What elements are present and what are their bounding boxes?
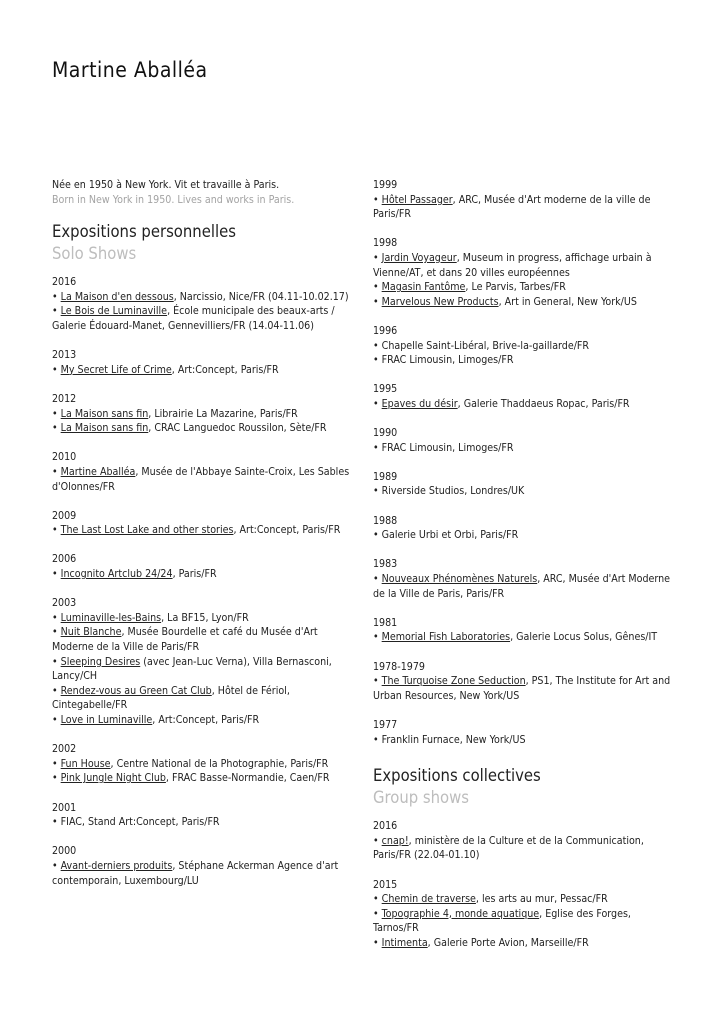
year-label: 1998 [373, 237, 398, 250]
exhibition-title-link[interactable]: Nuit Blanche [60, 626, 122, 639]
year-block [373, 324, 671, 368]
exhibition-entry: • Chapelle Saint-Libéral, Brive-la-gaillarde/FR [373, 339, 590, 352]
exhibition-entry: • Rendez-vous au Green Cat Club, Hôtel de Fériol, Cintegabelle/FR [52, 684, 290, 712]
year-block [373, 382, 671, 411]
year-label: 1988 [373, 514, 398, 527]
exhibition-venue: , La BF15, Lyon/FR [161, 611, 249, 624]
exhibition-venue: FIAC, Stand Art:Concept, Paris/FR [60, 816, 220, 829]
year-block [52, 552, 350, 581]
year-label: 2003 [52, 597, 77, 610]
exhibition-venue: , École municipale des beaux-arts / Galerie Édouard-Manet, Gennevilliers/FR (14.04-11.06) [52, 305, 335, 332]
exhibition-venue: , FRAC Basse-Normandie, Caen/FR [165, 772, 330, 785]
exhibition-entry: • Magasin Fantôme, Le Parvis, Tarbes/FR [373, 281, 566, 294]
exhibition-venue: , ministère de la Culture et de la Communication, Paris/FR (22.04-01.10) [373, 834, 644, 862]
exhibition-entry: • Love in Luminaville, Art:Concept, Paris/FR [52, 714, 260, 726]
year-block [373, 514, 671, 543]
exhibition-entry: • Epaves du désir, Galerie Thaddaeus Ropac, Paris/FR [373, 397, 630, 410]
exhibition-entry: • La Maison sans fin, Librairie La Mazarine, Paris/FR [52, 407, 298, 420]
year-block [52, 275, 350, 333]
exhibition-title-link[interactable]: Rendez-vous au Green Cat Club [60, 684, 212, 697]
year-label: 2015 [373, 878, 398, 891]
exhibition-venue: , Stéphane Ackerman Agence d'art contemporain, Luxembourg/LU [52, 859, 339, 887]
year-block [373, 616, 671, 645]
year-label: 1981 [373, 616, 398, 629]
exhibition-title-link[interactable]: Intimenta [381, 936, 428, 949]
year-label: 2016 [52, 276, 77, 289]
solo-title: Expositions personnelles [52, 222, 236, 242]
exhibition-venue: Chapelle Saint-Libéral, Brive-la-gaillarde/FR [381, 339, 590, 352]
exhibition-title-link[interactable]: My Secret Life of Crime [60, 363, 172, 376]
exhibition-title-link[interactable]: The Last Lost Lake and other stories [60, 524, 234, 537]
exhibition-title-link[interactable]: Chemin de traverse [381, 893, 476, 906]
exhibition-venue: , Musée Bourdelle et café du Musée d'Art Moderne de la Ville de Paris/FR [52, 626, 318, 654]
bio-fr: Née en 1950 à New York. Vit et travaille à Paris. [52, 179, 280, 191]
exhibition-entry: • FRAC Limousin, Limoges/FR [373, 354, 514, 367]
exhibition-entry: • Nuit Blanche, Musée Bourdelle et café du Musée d'Art Moderne de la Ville de Paris/FR [52, 626, 318, 654]
bio [52, 178, 350, 207]
exhibition-venue: , Le Parvis, Tarbes/FR [465, 281, 566, 294]
exhibition-venue: , Musée de l'Abbaye Sainte-Croix, Les Sables d'Olonnes/FR [52, 465, 350, 493]
year-block [373, 470, 671, 499]
left-column [52, 178, 350, 903]
exhibition-title-link[interactable]: Sleeping Desires [60, 655, 141, 668]
exhibition-entry: • FIAC, Stand Art:Concept, Paris/FR [52, 816, 220, 829]
group-list [373, 819, 671, 950]
exhibition-entry: • Memorial Fish Laboratories, Galerie Locus Solus, Gênes/IT [373, 631, 658, 644]
exhibition-venue: Franklin Furnace, New York/US [381, 733, 526, 746]
exhibition-venue: , Art:Concept, Paris/FR [233, 524, 341, 537]
exhibition-entry: • The Turquoise Zone Seduction, PS1, The Institute for Art and Urban Resources, New York/US [373, 675, 671, 702]
exhibition-venue: , PS1, The Institute for Art and Urban Resources, New York/US [373, 675, 671, 702]
exhibition-venue: , Art:Concept, Paris/FR [171, 363, 279, 376]
artist-name: Martine Aballéa [52, 58, 208, 82]
exhibition-entry: • Intimenta, Galerie Porte Avion, Marseille/FR [373, 936, 589, 949]
exhibition-entry: • Jardin Voyageur, Museum in progress, affichage urbain à Vienne/AT, et dans 20 villes européennes [373, 251, 652, 279]
group-title: Expositions collectives [373, 766, 541, 786]
exhibition-venue: , les arts au mur, Pessac/FR [475, 893, 608, 906]
exhibition-title-link[interactable]: La Maison sans fin [60, 407, 149, 420]
year-block [52, 392, 350, 436]
exhibition-entry: • Franklin Furnace, New York/US [373, 733, 526, 746]
exhibition-title-link[interactable]: Hôtel Passager [381, 193, 453, 206]
exhibition-title-link[interactable]: Jardin Voyageur [381, 251, 457, 264]
exhibition-venue: , Paris/FR [172, 568, 217, 581]
year-block [373, 878, 671, 951]
year-label: 1990 [373, 427, 398, 440]
bio-en: Born in New York in 1950. Lives and works in Paris. [52, 193, 295, 206]
year-block [373, 236, 671, 309]
year-block [373, 557, 671, 601]
exhibition-entry: • Luminaville-les-Bains, La BF15, Lyon/FR [52, 611, 249, 624]
exhibition-entry: • La Maison d'en dessous, Narcissio, Nice/FR (04.11-10.02.17) [52, 290, 349, 303]
exhibition-entry: • Chemin de traverse, les arts au mur, Pessac/FR [373, 893, 608, 906]
year-block [52, 450, 350, 494]
exhibition-title-link[interactable]: Topographie 4, monde aquatique [381, 907, 540, 920]
year-label: 1977 [373, 718, 398, 731]
solo-subtitle: Solo Shows [52, 244, 137, 264]
solo-list-right [373, 178, 671, 747]
year-label: 2006 [52, 553, 77, 566]
year-label: 2010 [52, 451, 77, 464]
right-column [373, 178, 671, 965]
exhibition-venue: , Art in General, New York/US [498, 295, 637, 308]
year-label: 1989 [373, 470, 398, 483]
year-label: 1995 [373, 383, 398, 396]
year-block [52, 596, 350, 727]
exhibition-title-link[interactable]: Marvelous New Products [381, 295, 499, 308]
exhibition-venue: (avec Jean-Luc Verna), Villa Bernasconi, Lancy/CH [52, 655, 332, 683]
exhibition-title-link[interactable]: Magasin Fantôme [381, 281, 466, 294]
exhibition-entry: • Hôtel Passager, ARC, Musée d'Art moderne de la ville de Paris/FR [373, 193, 651, 221]
exhibition-title-link[interactable]: Incognito Artclub 24/24 [60, 568, 173, 581]
year-label: 2016 [373, 820, 398, 833]
exhibition-entry: • The Last Lost Lake and other stories, Art:Concept, Paris/FR [52, 524, 341, 537]
exhibition-venue: , Galerie Thaddaeus Ropac, Paris/FR [457, 397, 630, 410]
exhibition-venue: , Art:Concept, Paris/FR [152, 714, 260, 726]
exhibition-venue: , Galerie Locus Solus, Gênes/IT [510, 631, 658, 644]
year-label: 2012 [52, 392, 77, 405]
exhibition-venue: Galerie Urbi et Orbi, Paris/FR [381, 529, 519, 542]
exhibition-venue: , ARC, Musée d'Art Moderne de la Ville de Paris, Paris/FR [373, 573, 671, 600]
exhibition-title-link[interactable]: The Turquoise Zone Seduction [381, 675, 526, 688]
exhibition-entry: • Martine Aballéa, Musée de l'Abbaye Sainte-Croix, Les Sables d'Olonnes/FR [52, 465, 350, 493]
year-block [373, 426, 671, 455]
solo-list-left [52, 275, 350, 888]
exhibition-title-link[interactable]: cnap! [381, 834, 409, 847]
exhibition-entry: • Incognito Artclub 24/24, Paris/FR [52, 568, 217, 581]
exhibition-venue: , Museum in progress, affichage urbain à Vienne/AT, et dans 20 villes européennes [373, 251, 652, 279]
exhibition-entry: • FRAC Limousin, Limoges/FR [373, 441, 514, 454]
exhibition-entry: • La Maison sans fin, CRAC Languedoc Roussilon, Sète/FR [52, 422, 327, 435]
exhibition-entry: • Topographie 4, monde aquatique, Eglise des Forges, Tarnos/FR [373, 907, 631, 935]
exhibition-title-link[interactable]: La Maison sans fin [60, 422, 149, 435]
exhibition-entry: • Riverside Studios, Londres/UK [373, 485, 525, 498]
year-label: 2009 [52, 509, 77, 522]
exhibition-venue: , Eglise des Forges, Tarnos/FR [373, 907, 631, 935]
exhibition-entry: • Sleeping Desires (avec Jean-Luc Verna), Villa Bernasconi, Lancy/CH [52, 655, 332, 683]
year-block [373, 718, 671, 747]
exhibition-venue: , Centre National de la Photographie, Paris/FR [110, 757, 329, 770]
year-block [52, 348, 350, 377]
exhibition-title-link[interactable]: Epaves du désir [381, 397, 458, 410]
exhibition-title-link[interactable]: Nouveaux Phénomènes Naturels [381, 573, 538, 586]
exhibition-venue: , ARC, Musée d'Art moderne de la ville de Paris/FR [373, 193, 651, 221]
year-label: 2001 [52, 801, 77, 814]
year-block [373, 660, 671, 704]
year-label: 1996 [373, 324, 398, 337]
year-label: 1978-1979 [373, 660, 425, 673]
exhibition-title-link[interactable]: Pink Jungle Night Club [60, 772, 166, 785]
exhibition-venue: Riverside Studios, Londres/UK [381, 485, 525, 498]
year-label: 1983 [373, 558, 398, 571]
year-block [373, 178, 671, 222]
exhibition-title-link[interactable]: Martine Aballéa [60, 465, 136, 478]
exhibition-entry: • Fun House, Centre National de la Photographie, Paris/FR [52, 757, 329, 770]
exhibition-title-link[interactable]: Avant-derniers produits [60, 859, 173, 872]
year-label: 2000 [52, 845, 77, 858]
exhibition-entry: • Le Bois de Luminaville, École municipale des beaux-arts / Galerie Édouard-Manet, Gennevilliers/FR (14.04-11.06) [52, 305, 335, 332]
group-subtitle: Group shows [373, 788, 469, 808]
exhibition-title-link[interactable]: Love in Luminaville [60, 714, 153, 726]
exhibition-venue: , Galerie Porte Avion, Marseille/FR [427, 936, 589, 949]
exhibition-entry: • cnap!, ministère de la Culture et de la Communication, Paris/FR (22.04-01.10) [373, 834, 644, 862]
exhibition-entry: • Nouveaux Phénomènes Naturels, ARC, Musée d'Art Moderne de la Ville de Paris, Paris/FR [373, 573, 671, 600]
exhibition-title-link[interactable]: Memorial Fish Laboratories [381, 631, 511, 644]
year-label: 2013 [52, 349, 77, 362]
year-block [52, 509, 350, 538]
year-block [52, 742, 350, 786]
exhibition-entry: • My Secret Life of Crime, Art:Concept, Paris/FR [52, 363, 279, 376]
year-label: 2002 [52, 743, 77, 756]
exhibition-entry: • Galerie Urbi et Orbi, Paris/FR [373, 529, 519, 542]
exhibition-entry: • Marvelous New Products, Art in General, New York/US [373, 295, 637, 308]
exhibition-venue: , Hôtel de Fériol, Cintegabelle/FR [52, 684, 290, 712]
exhibition-venue: FRAC Limousin, Limoges/FR [381, 441, 514, 454]
year-block [52, 844, 350, 888]
year-block [373, 819, 671, 863]
year-label: 1999 [373, 179, 398, 191]
exhibition-entry: • Pink Jungle Night Club, FRAC Basse-Normandie, Caen/FR [52, 772, 330, 785]
exhibition-venue: , CRAC Languedoc Roussilon, Sète/FR [148, 422, 327, 435]
exhibition-title-link[interactable]: La Maison d'en dessous [60, 290, 174, 303]
exhibition-title-link[interactable]: Luminaville-les-Bains [60, 611, 162, 624]
exhibition-title-link[interactable]: Fun House [60, 757, 111, 770]
exhibition-venue: , Narcissio, Nice/FR (04.11-10.02.17) [173, 290, 349, 303]
year-block [52, 801, 350, 830]
exhibition-venue: FRAC Limousin, Limoges/FR [381, 354, 514, 367]
exhibition-title-link[interactable]: Le Bois de Luminaville [60, 305, 168, 318]
exhibition-venue: , Librairie La Mazarine, Paris/FR [148, 407, 298, 420]
exhibition-entry: • Avant-derniers produits, Stéphane Ackerman Agence d'art contemporain, Luxembourg/LU [52, 859, 339, 887]
